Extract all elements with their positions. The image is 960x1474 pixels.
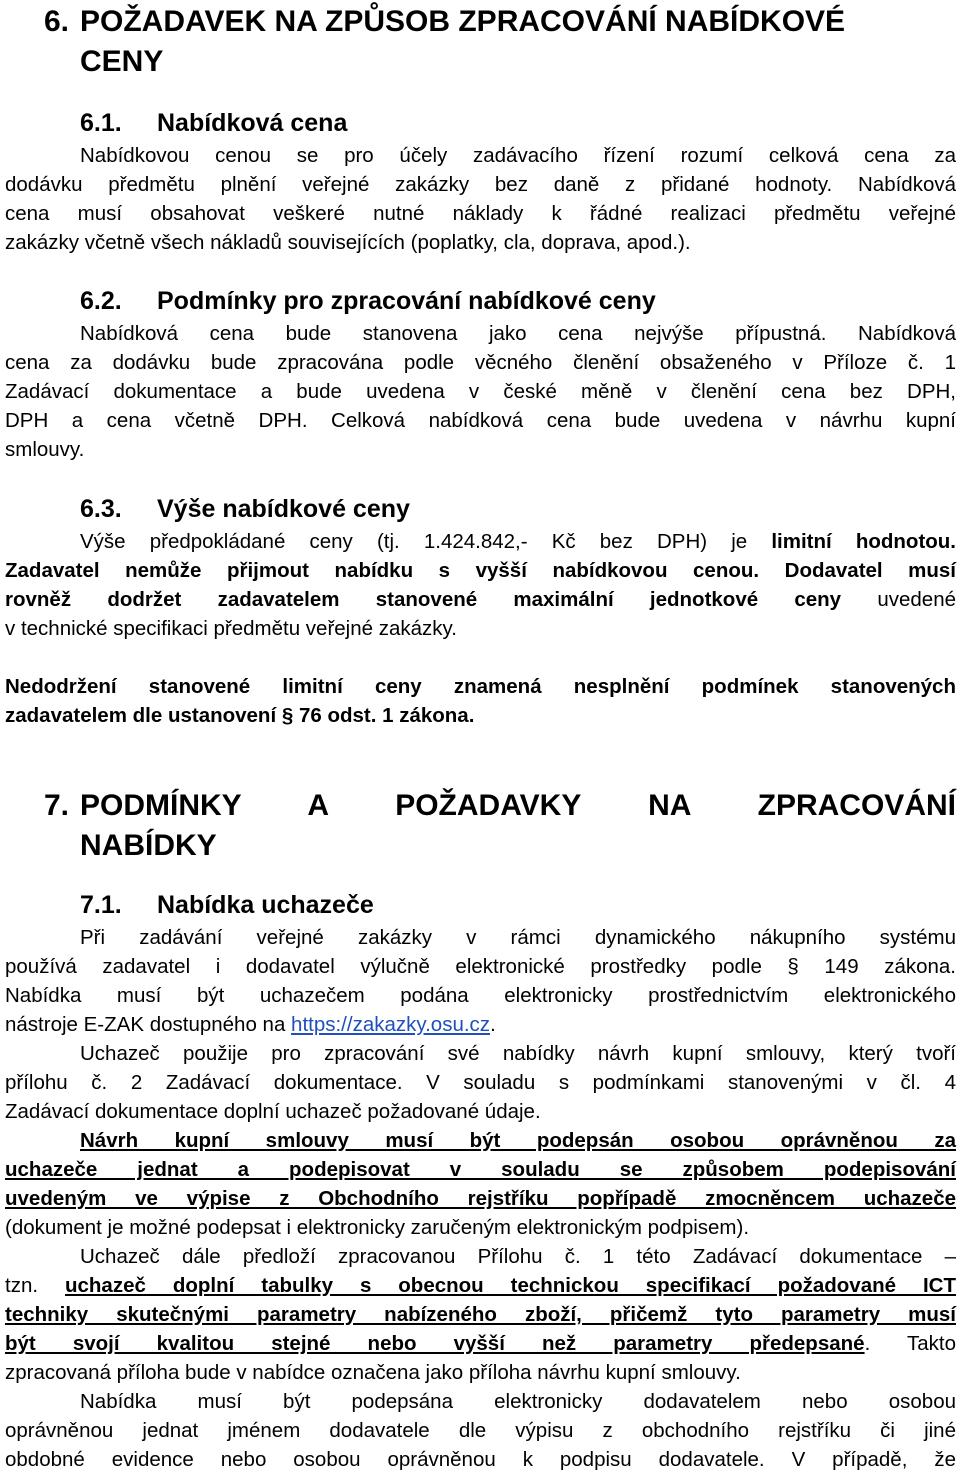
paragraph-line: [5, 1329, 956, 1358]
section-6-1-title: Nabídková cena: [157, 109, 348, 137]
section-6-2-number: 6.2.: [80, 287, 122, 315]
chapter-7-line1: [44, 786, 956, 826]
paragraph-line: [80, 527, 956, 556]
paragraph-line: Návrh kupní smlouvy musí být podepsán osobou oprávněnou za: [80, 1129, 956, 1152]
paragraph-line: zpracovaná příloha bude v nabídce označena jako příloha návrhu kupní smlouvy.: [5, 1361, 741, 1384]
bold-text: Dodavatel musí: [759, 559, 957, 582]
section-6-1-heading: [80, 108, 347, 138]
paragraph-line: Při zadávání veřejné zakázky v rámci dynamického nákupního systému: [80, 926, 956, 949]
paragraph-line: cena musí obsahovat veškeré nutné náklady k řádné realizaci předmětu veřejné: [5, 202, 956, 225]
paragraph-line: techniky skutečnými parametry nabízeného zboží, přičemž tyto parametry musí: [5, 1303, 956, 1326]
paragraph-line: oprávněnou jednat jménem dodavatele dle výpisu z obchodního rejstříku či jiné: [5, 1419, 956, 1442]
paragraph-line: uchazeče jednat a podepisovat v souladu se způsobem podepisování: [5, 1158, 956, 1181]
plain-text: nástroje E-ZAK dostupného na: [5, 1013, 292, 1036]
chapter-6-title-line2: CENY: [80, 45, 164, 78]
ezak-link[interactable]: https://zakazky.osu.cz: [291, 1013, 491, 1036]
section-6-2-title: Podmínky pro zpracování nabídkové ceny: [157, 287, 656, 315]
paragraph-line: zadavatelem dle ustanovení § 76 odst. 1 zákona.: [5, 704, 475, 727]
paragraph-line: [5, 1271, 956, 1300]
paragraph-line: (dokument je možné podepsat i elektronicky zaručeným elektronickým podpisem).: [5, 1216, 750, 1239]
paragraph-line: Nabídka musí být uchazečem podána elektronicky prostřednictvím elektronického: [5, 984, 956, 1007]
paragraph-line: [5, 556, 956, 585]
plain-text: . Takto: [864, 1332, 956, 1355]
section-6-2-heading: [80, 286, 656, 316]
paragraph-line: uvedeným ve výpise z Obchodního rejstříku popřípadě zmocněncem uchazeče: [5, 1187, 956, 1210]
section-7-1-title: Nabídka uchazeče: [157, 891, 374, 919]
paragraph-line: přílohu č. 2 Zadávací dokumentace. V souladu s podmínkami stanovenými v čl. 4: [5, 1071, 956, 1094]
paragraph-line: Zadávací dokumentace doplní uchazeč požadované údaje.: [5, 1100, 541, 1123]
plain-text: tzn.: [5, 1274, 65, 1297]
chapter-6-heading: [44, 2, 956, 82]
section-6-3-title: Výše nabídkové ceny: [157, 495, 410, 523]
paragraph-line: Nedodržení stanovené limitní ceny znamená nesplnění podmínek stanovených: [5, 675, 956, 698]
limit-value-text: limitní hodnotou.: [771, 530, 957, 553]
paragraph-line: v technické specifikaci předmětu veřejné zakázky.: [5, 617, 457, 640]
paragraph-line: Nabídka musí být podepsána elektronicky dodavatelem nebo osobou: [80, 1390, 956, 1413]
paragraph-line: [5, 585, 956, 614]
plain-text: uvedené: [841, 588, 956, 611]
paragraph-line: Uchazeč dále předloží zpracovanou Přílohu č. 1 této Zadávací dokumentace –: [80, 1245, 956, 1268]
paragraph-line: dodávku předmětu plnění veřejné zakázky bez daně z přidané hodnoty. Nabídková: [5, 173, 956, 196]
paragraph-line: Nabídková cena bude stanovena jako cena nejvýše přípustná. Nabídková: [80, 322, 956, 345]
paragraph-line: Uchazeč použije pro zpracování své nabídky návrh kupní smlouvy, který tvoří: [80, 1042, 956, 1065]
paragraph-line: obdobné evidence nebo osobou oprávněnou k podpisu dodavatele. V případě, že: [5, 1448, 956, 1471]
chapter-7-title-line1: PODMÍNKY A POŽADAVKY NA ZPRACOVÁNÍ: [80, 789, 956, 822]
price-text: Výše předpokládané ceny (tj. 1.424.842,- Kč bez DPH) je: [80, 530, 772, 553]
chapter-7-heading: [44, 786, 956, 866]
chapter-7-number: 7.: [44, 789, 70, 822]
bold-underlined-text: uchazeč doplní tabulky s obecnou technickou specifikací požadované ICT: [64, 1274, 956, 1297]
paragraph-line: zakázky včetně všech nákladů souvisejících (poplatky, cla, doprava, apod.).: [5, 231, 691, 254]
plain-text: .: [490, 1013, 496, 1036]
chapter-7-title-line2: NABÍDKY: [80, 829, 217, 862]
section-6-1-number: 6.1.: [80, 109, 122, 137]
chapter-6-number: 6.: [44, 5, 70, 38]
chapter-6-title-line1: POŽADAVEK NA ZPŮSOB ZPRACOVÁNÍ NABÍDKOVÉ: [80, 5, 846, 38]
bold-underlined-text: být svojí kvalitou stejné nebo vyšší než parametry předepsané: [5, 1332, 865, 1355]
bold-text: Zadavatel nemůže přijmout nabídku s vyšší nabídkovou cenou.: [5, 559, 760, 582]
paragraph-line: [5, 1010, 496, 1039]
bold-text: rovněž dodržet zadavatelem stanovené maximální jednotkové ceny: [5, 588, 842, 611]
section-7-1-number: 7.1.: [80, 891, 122, 919]
paragraph-line: Zadávací dokumentace a bude uvedena v české měně v členění cena bez DPH,: [5, 380, 956, 403]
chapter-6-line1: [44, 2, 956, 42]
section-7-1-heading: [80, 890, 374, 920]
paragraph-line: používá zadavatel i dodavatel výlučně elektronické prostředky podle § 149 zákona.: [5, 955, 956, 978]
paragraph-line: DPH a cena včetně DPH. Celková nabídková cena bude uvedena v návrhu kupní: [5, 409, 956, 432]
section-6-3-number: 6.3.: [80, 495, 122, 523]
section-6-3-heading: [80, 494, 410, 524]
paragraph-line: cena za dodávku bude zpracována podle věcného členění obsaženého v Příloze č. 1: [5, 351, 956, 374]
paragraph-line: smlouvy.: [5, 438, 85, 461]
paragraph-line: Nabídkovou cenou se pro účely zadávacího řízení rozumí celková cena za: [80, 144, 956, 167]
